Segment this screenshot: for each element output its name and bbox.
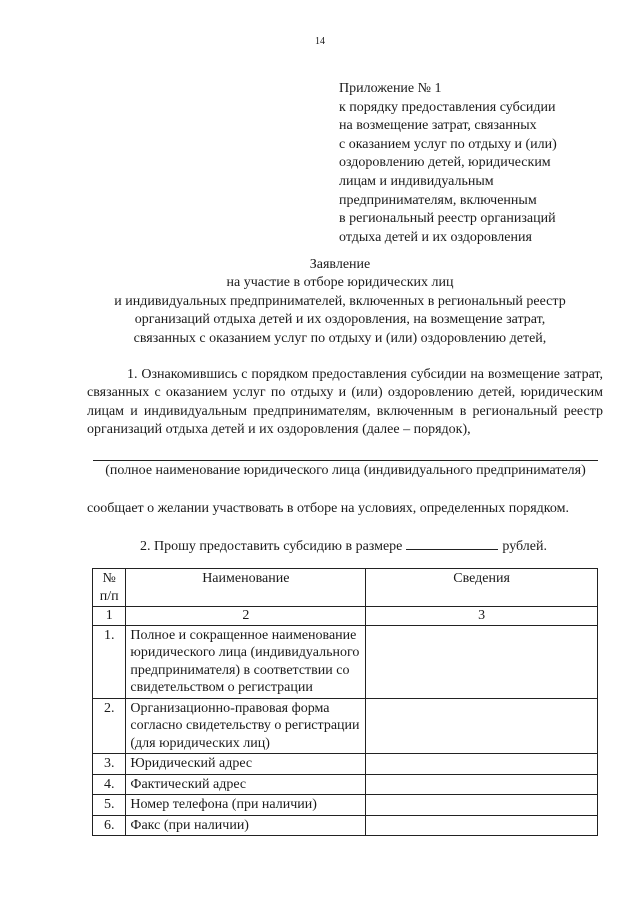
appendix-line: лицам и индивидуальным xyxy=(339,173,494,189)
row-value-cell[interactable] xyxy=(366,795,598,816)
column-number: 2 xyxy=(126,607,366,626)
header-name: Наименование xyxy=(126,569,366,607)
appendix-line: в региональный реестр организаций xyxy=(339,211,556,227)
page-number: 14 xyxy=(315,36,325,47)
appendix-line: предпринимателям, включенным xyxy=(339,192,537,208)
row-number: 3. xyxy=(93,754,126,775)
column-number: 3 xyxy=(366,607,598,626)
applicant-info-table xyxy=(92,568,598,836)
table-row xyxy=(93,795,598,816)
heading-line: связанных с оказанием услуг по отдыху и (или) оздоровлению детей, xyxy=(133,330,547,346)
row-label: Номер телефона (при наличии) xyxy=(126,795,366,816)
applicant-name-line[interactable] xyxy=(93,460,598,461)
table-row xyxy=(93,774,598,795)
table-row xyxy=(93,815,598,836)
row-label: Фактический адрес xyxy=(126,774,366,795)
row-label: Полное и сокращенное наименование юридического лица (индивидуального предпринимателя) в соответствии со свидетельством о регистрации xyxy=(126,625,366,698)
table-header-row xyxy=(93,569,598,607)
applicant-name-hint: (полное наименование юридического лица (индивидуального предпринимателя) xyxy=(105,463,586,478)
appendix-line: к порядку предоставления субсидии xyxy=(339,99,556,115)
header-number: № п/п xyxy=(93,569,126,607)
appendix-line: оздоровлению детей, юридическим xyxy=(339,155,551,171)
appendix-line: отдыха детей и их оздоровления xyxy=(339,229,532,245)
table-column-numbers-row xyxy=(93,607,598,626)
paragraph-1: 1. Ознакомившись с порядком предоставления субсидии на возмещение затрат, связанных с оказанием услуг по отдыху и (или) оздоровлению детей, юридическим лицам и индивидуальным предпринимателям, включенным в региональный реестр организаций отдыха детей и их оздоровления (далее – порядок), xyxy=(87,367,603,438)
subsidy-request-text: 2. Прошу предоставить субсидию в размере xyxy=(140,539,403,554)
row-value-cell[interactable] xyxy=(366,754,598,775)
heading-line: организаций отдыха детей и их оздоровления, на возмещение затрат, xyxy=(134,312,546,328)
column-number: 1 xyxy=(93,607,126,626)
row-value-cell[interactable] xyxy=(366,815,598,836)
heading-line: на участие в отборе юридических лиц xyxy=(226,275,454,291)
row-number: 5. xyxy=(93,795,126,816)
paragraph-3 xyxy=(140,537,610,556)
appendix-block xyxy=(339,80,629,247)
row-label: Факс (при наличии) xyxy=(126,815,366,836)
row-number: 6. xyxy=(93,815,126,836)
row-label: Организационно-правовая форма согласно свидетельству о регистрации (для юридических лиц) xyxy=(126,698,366,754)
currency-text: рублей. xyxy=(502,539,548,554)
header-details: Сведения xyxy=(366,569,598,607)
application-heading xyxy=(60,256,620,348)
row-value-cell[interactable] xyxy=(366,625,598,698)
heading-title: Заявление xyxy=(309,257,371,272)
subsidy-amount-blank[interactable] xyxy=(406,537,498,550)
appendix-line: на возмещение затрат, связанных xyxy=(339,118,537,134)
table-row xyxy=(93,625,598,698)
row-value-cell[interactable] xyxy=(366,698,598,754)
row-number: 2. xyxy=(93,698,126,754)
appendix-line: с оказанием услуг по отдыху и (или) xyxy=(339,136,557,152)
row-number: 1. xyxy=(93,625,126,698)
table-row xyxy=(93,698,598,754)
row-label: Юридический адрес xyxy=(126,754,366,775)
paragraph-2: сообщает о желании участвовать в отборе на условиях, определенных порядком. xyxy=(87,501,569,516)
heading-line: и индивидуальных предпринимателей, включенных в региональный реестр xyxy=(114,293,566,309)
appendix-title: Приложение № 1 xyxy=(339,81,442,96)
table-row xyxy=(93,754,598,775)
row-number: 4. xyxy=(93,774,126,795)
row-value-cell[interactable] xyxy=(366,774,598,795)
